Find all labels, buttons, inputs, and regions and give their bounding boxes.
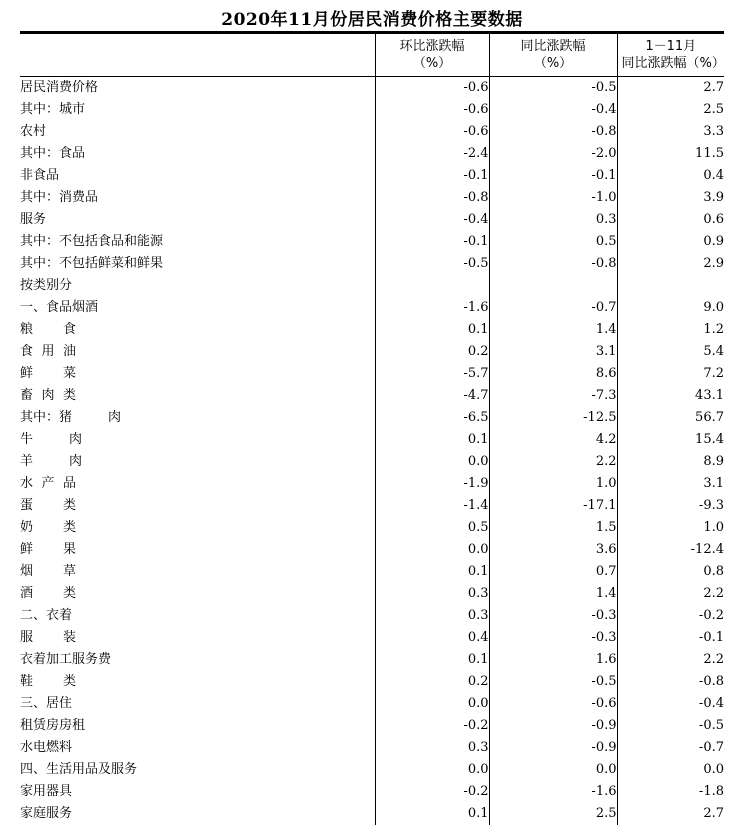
row-label xyxy=(20,297,375,319)
header-mom-line2: （%） xyxy=(380,55,485,72)
header-row xyxy=(20,33,724,77)
row-label-text: 家用器具 xyxy=(20,781,72,803)
row-value-mom: -6.5 xyxy=(375,407,489,429)
row-value-ytd: 0.8 xyxy=(617,561,724,583)
row-label xyxy=(20,275,375,297)
row-value-mom: -0.5 xyxy=(375,253,489,275)
row-value-yoy: -0.6 xyxy=(489,693,617,715)
row-value-mom: 0.1 xyxy=(375,561,489,583)
table-row xyxy=(20,209,724,231)
row-value-yoy: -12.5 xyxy=(489,407,617,429)
table-row xyxy=(20,605,724,627)
row-label xyxy=(20,605,375,627)
table-row xyxy=(20,759,724,781)
row-value-yoy: 1.6 xyxy=(489,649,617,671)
header-ytd-column xyxy=(617,33,724,77)
row-value-ytd: -0.1 xyxy=(617,627,724,649)
row-value-ytd xyxy=(617,275,724,297)
row-label-text: 食用油 xyxy=(20,341,76,363)
table-row xyxy=(20,495,724,517)
row-label xyxy=(20,143,375,165)
row-label-text: 按类别分 xyxy=(20,275,72,297)
table-row xyxy=(20,231,724,253)
row-value-yoy: 0.7 xyxy=(489,561,617,583)
table-row xyxy=(20,407,724,429)
row-value-mom: 0.0 xyxy=(375,759,489,781)
row-label xyxy=(20,209,375,231)
row-label-text: 四、生活用品及服务 xyxy=(20,759,137,781)
row-value-ytd: 5.4 xyxy=(617,341,724,363)
table-row xyxy=(20,693,724,715)
row-value-ytd: 1.2 xyxy=(617,319,724,341)
row-value-yoy: -0.7 xyxy=(489,297,617,319)
row-value-yoy: -1.6 xyxy=(489,781,617,803)
row-value-mom: 0.0 xyxy=(375,451,489,473)
row-value-mom: -0.8 xyxy=(375,187,489,209)
row-value-ytd: 2.5 xyxy=(617,99,724,121)
row-label-text: 羊肉 xyxy=(20,451,82,473)
row-label-text: 其中：消费品 xyxy=(20,187,98,209)
row-value-yoy: -1.0 xyxy=(489,187,617,209)
table-row xyxy=(20,363,724,385)
table-row xyxy=(20,143,724,165)
row-value-ytd: 3.3 xyxy=(617,121,724,143)
row-value-mom: -0.1 xyxy=(375,231,489,253)
header-yoy-line2: （%） xyxy=(494,55,613,72)
row-label xyxy=(20,671,375,693)
row-label-text: 酒类 xyxy=(20,583,76,605)
row-label xyxy=(20,627,375,649)
row-label-text: 水产品 xyxy=(20,473,76,495)
row-value-yoy: 0.5 xyxy=(489,231,617,253)
row-value-mom: -0.6 xyxy=(375,77,489,100)
row-value-mom: 0.1 xyxy=(375,319,489,341)
row-label-prefix: 其中： xyxy=(20,407,59,429)
row-label xyxy=(20,759,375,781)
row-label xyxy=(20,253,375,275)
row-label-text: 蛋类 xyxy=(20,495,76,517)
row-value-yoy: -0.1 xyxy=(489,165,617,187)
table-row xyxy=(20,99,724,121)
row-value-ytd: 7.2 xyxy=(617,363,724,385)
row-value-mom: 0.2 xyxy=(375,671,489,693)
row-value-ytd: -0.2 xyxy=(617,605,724,627)
row-label xyxy=(20,583,375,605)
row-value-mom: -2.4 xyxy=(375,143,489,165)
row-label-text: 畜肉类 xyxy=(20,385,76,407)
row-value-mom: 0.3 xyxy=(375,583,489,605)
row-label-text: 服装 xyxy=(20,627,76,649)
row-value-mom: 0.0 xyxy=(375,693,489,715)
table-row xyxy=(20,429,724,451)
row-value-mom: 0.1 xyxy=(375,803,489,825)
row-value-mom: -0.6 xyxy=(375,121,489,143)
row-label-text: 烟草 xyxy=(20,561,76,583)
row-value-mom: 0.3 xyxy=(375,605,489,627)
row-value-mom: -1.4 xyxy=(375,495,489,517)
row-label xyxy=(20,121,375,143)
table-row xyxy=(20,297,724,319)
row-value-ytd: -9.3 xyxy=(617,495,724,517)
row-value-yoy: 1.0 xyxy=(489,473,617,495)
row-label xyxy=(20,451,375,473)
table-row xyxy=(20,121,724,143)
row-label-text: 奶类 xyxy=(20,517,76,539)
header-yoy-column xyxy=(489,33,617,77)
row-value-ytd: 0.6 xyxy=(617,209,724,231)
row-label-text: 鲜果 xyxy=(20,539,76,561)
row-value-yoy: -0.8 xyxy=(489,253,617,275)
row-value-mom: -0.1 xyxy=(375,165,489,187)
row-value-ytd: 2.2 xyxy=(617,649,724,671)
row-value-mom: 0.2 xyxy=(375,341,489,363)
row-label xyxy=(20,649,375,671)
row-value-ytd: 0.9 xyxy=(617,231,724,253)
row-label xyxy=(20,407,375,429)
row-value-yoy: -0.9 xyxy=(489,715,617,737)
header-ytd-line1: 1－11月 xyxy=(622,38,721,55)
row-value-mom: -1.6 xyxy=(375,297,489,319)
table-row xyxy=(20,77,724,100)
row-value-ytd: 2.9 xyxy=(617,253,724,275)
row-value-mom xyxy=(375,275,489,297)
row-value-yoy: -17.1 xyxy=(489,495,617,517)
table-row xyxy=(20,539,724,561)
row-value-yoy: 1.4 xyxy=(489,319,617,341)
row-value-mom: 0.4 xyxy=(375,627,489,649)
row-value-ytd: 11.5 xyxy=(617,143,724,165)
table-row xyxy=(20,385,724,407)
row-value-yoy: 3.1 xyxy=(489,341,617,363)
row-label xyxy=(20,165,375,187)
row-value-yoy: -2.0 xyxy=(489,143,617,165)
row-label xyxy=(20,539,375,561)
header-label-column xyxy=(20,33,375,77)
row-value-ytd: 3.9 xyxy=(617,187,724,209)
row-label xyxy=(20,517,375,539)
row-label-text: 居民消费价格 xyxy=(20,77,98,99)
table-row xyxy=(20,341,724,363)
row-label-text: 其中：不包括食品和能源 xyxy=(20,231,163,253)
row-value-yoy: 8.6 xyxy=(489,363,617,385)
row-value-yoy: 3.6 xyxy=(489,539,617,561)
table-row xyxy=(20,187,724,209)
row-value-ytd: -0.7 xyxy=(617,737,724,759)
row-label-text: 其中：不包括鲜菜和鲜果 xyxy=(20,253,163,275)
row-value-yoy: 1.5 xyxy=(489,517,617,539)
table-row xyxy=(20,473,724,495)
row-value-mom: 0.1 xyxy=(375,649,489,671)
row-label xyxy=(20,561,375,583)
row-value-yoy: 0.0 xyxy=(489,759,617,781)
row-label xyxy=(20,187,375,209)
row-label-text: 衣着加工服务费 xyxy=(20,649,111,671)
table-row xyxy=(20,165,724,187)
row-label xyxy=(20,737,375,759)
row-label xyxy=(20,715,375,737)
row-value-ytd: 2.7 xyxy=(617,77,724,100)
header-mom-line1: 环比涨跌幅 xyxy=(380,38,485,55)
row-value-mom: -0.4 xyxy=(375,209,489,231)
cpi-table-container xyxy=(20,31,724,825)
table-row xyxy=(20,715,724,737)
table-row xyxy=(20,253,724,275)
row-value-yoy: -0.3 xyxy=(489,627,617,649)
row-value-yoy: 1.4 xyxy=(489,583,617,605)
row-value-ytd: 2.7 xyxy=(617,803,724,825)
row-value-ytd: 15.4 xyxy=(617,429,724,451)
row-value-yoy: 0.3 xyxy=(489,209,617,231)
row-label-text: 一、食品烟酒 xyxy=(20,297,98,319)
row-label xyxy=(20,363,375,385)
row-label-text: 鲜菜 xyxy=(20,363,76,385)
row-label-text: 农村 xyxy=(20,121,46,143)
table-row xyxy=(20,627,724,649)
table-row xyxy=(20,451,724,473)
row-value-mom: -1.9 xyxy=(375,473,489,495)
row-value-yoy: -0.4 xyxy=(489,99,617,121)
row-value-ytd: 0.0 xyxy=(617,759,724,781)
page-title: 2020年11月份居民消费价格主要数据 xyxy=(0,0,744,31)
table-row xyxy=(20,275,724,297)
row-value-yoy: 2.2 xyxy=(489,451,617,473)
row-value-ytd: 56.7 xyxy=(617,407,724,429)
row-value-ytd: -0.4 xyxy=(617,693,724,715)
table-header xyxy=(20,33,724,77)
row-value-mom: 0.5 xyxy=(375,517,489,539)
row-value-ytd: -0.8 xyxy=(617,671,724,693)
row-label-text: 家庭服务 xyxy=(20,803,72,825)
row-value-yoy: -0.5 xyxy=(489,671,617,693)
row-label-text: 其中：食品 xyxy=(20,143,85,165)
row-value-yoy: -0.9 xyxy=(489,737,617,759)
row-label-text: 二、衣着 xyxy=(20,605,72,627)
row-label xyxy=(20,429,375,451)
table-row xyxy=(20,561,724,583)
table-row xyxy=(20,319,724,341)
header-ytd-line2: 同比涨跌幅（%） xyxy=(622,55,721,72)
row-label-text: 非食品 xyxy=(20,165,59,187)
row-label xyxy=(20,319,375,341)
row-value-mom: -0.6 xyxy=(375,99,489,121)
table-row xyxy=(20,803,724,825)
row-label-text: 其中：城市 xyxy=(20,99,85,121)
row-value-yoy: -0.3 xyxy=(489,605,617,627)
row-value-yoy xyxy=(489,275,617,297)
row-value-ytd: -0.5 xyxy=(617,715,724,737)
row-label-text: 三、居住 xyxy=(20,693,72,715)
table-row xyxy=(20,583,724,605)
row-value-mom: 0.0 xyxy=(375,539,489,561)
row-value-ytd: 43.1 xyxy=(617,385,724,407)
row-value-yoy: 2.5 xyxy=(489,803,617,825)
row-value-ytd: 8.9 xyxy=(617,451,724,473)
row-value-mom: -0.2 xyxy=(375,781,489,803)
table-row xyxy=(20,737,724,759)
table-row xyxy=(20,671,724,693)
cpi-data-table xyxy=(20,31,724,825)
table-row xyxy=(20,517,724,539)
row-value-yoy: 4.2 xyxy=(489,429,617,451)
row-value-yoy: -7.3 xyxy=(489,385,617,407)
row-value-ytd: 3.1 xyxy=(617,473,724,495)
row-value-yoy: -0.5 xyxy=(489,77,617,100)
row-value-mom: 0.3 xyxy=(375,737,489,759)
row-label xyxy=(20,77,375,100)
row-label-text: 水电燃料 xyxy=(20,737,72,759)
row-label xyxy=(20,473,375,495)
row-value-ytd: -12.4 xyxy=(617,539,724,561)
row-value-mom: -4.7 xyxy=(375,385,489,407)
row-label xyxy=(20,495,375,517)
row-value-yoy: -0.8 xyxy=(489,121,617,143)
row-label-text: 猪肉 xyxy=(59,407,121,429)
row-label xyxy=(20,781,375,803)
row-label-text: 粮食 xyxy=(20,319,76,341)
table-row xyxy=(20,781,724,803)
table-row xyxy=(20,649,724,671)
row-label-text: 服务 xyxy=(20,209,46,231)
row-value-mom: -5.7 xyxy=(375,363,489,385)
header-mom-column xyxy=(375,33,489,77)
row-label xyxy=(20,803,375,825)
row-value-mom: -0.2 xyxy=(375,715,489,737)
row-label xyxy=(20,99,375,121)
row-label-text: 牛肉 xyxy=(20,429,82,451)
header-yoy-line1: 同比涨跌幅 xyxy=(494,38,613,55)
table-body xyxy=(20,77,724,825)
row-value-ytd: 2.2 xyxy=(617,583,724,605)
row-value-ytd: -1.8 xyxy=(617,781,724,803)
row-label xyxy=(20,693,375,715)
row-value-ytd: 9.0 xyxy=(617,297,724,319)
row-label xyxy=(20,231,375,253)
row-label-text: 鞋类 xyxy=(20,671,76,693)
row-value-ytd: 0.4 xyxy=(617,165,724,187)
row-label xyxy=(20,385,375,407)
row-label-text: 租赁房房租 xyxy=(20,715,85,737)
row-value-mom: 0.1 xyxy=(375,429,489,451)
row-label xyxy=(20,341,375,363)
row-value-ytd: 1.0 xyxy=(617,517,724,539)
